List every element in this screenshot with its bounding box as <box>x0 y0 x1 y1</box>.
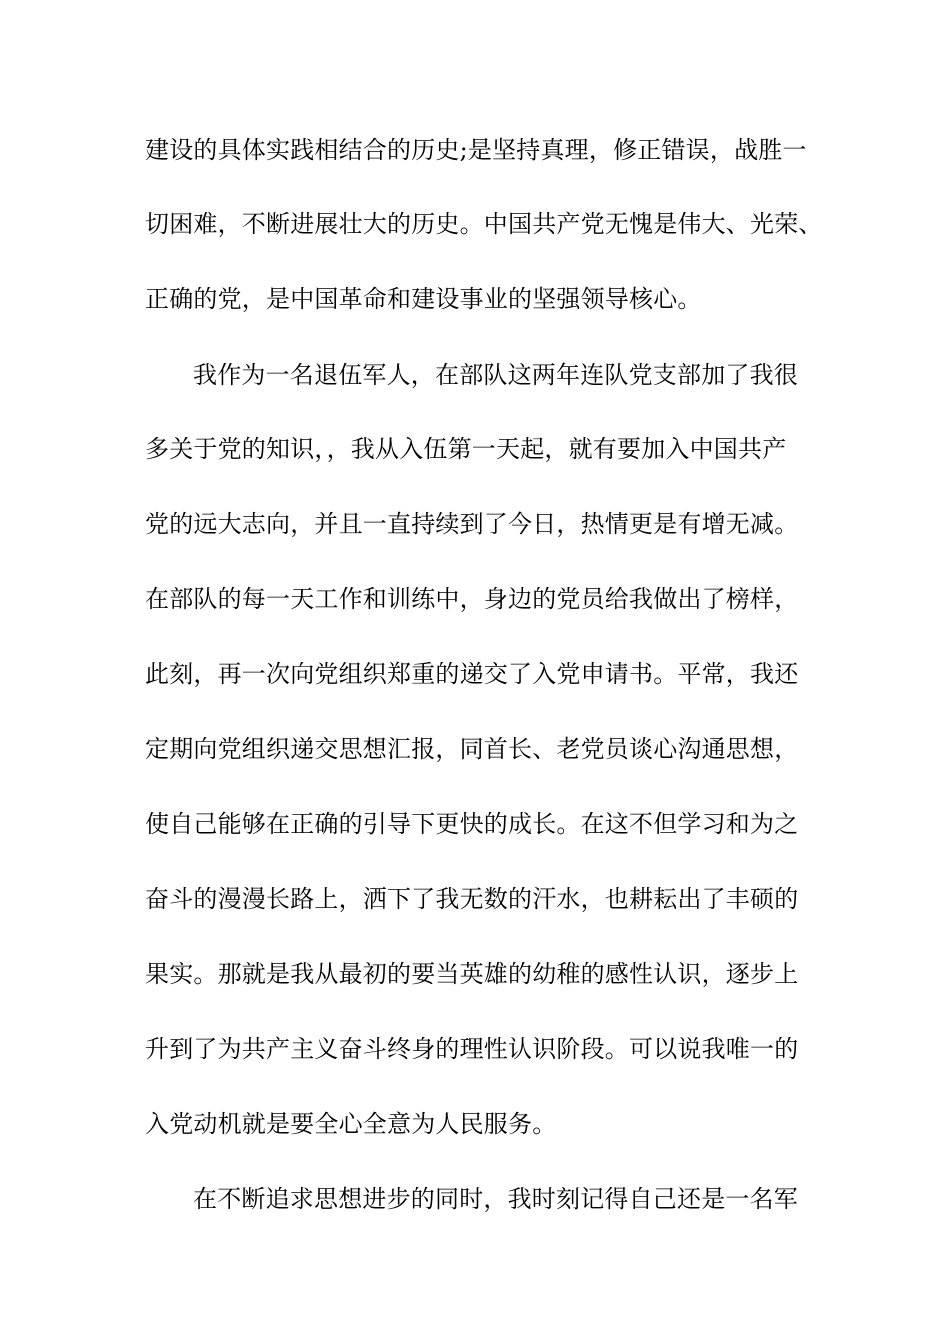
text-line: 切困难，不断进展壮大的历史。中国共产党无愧是伟大、光荣、 <box>145 210 823 238</box>
text-line: 升到了为共产主义奋斗终身的理性认识阶段。可以说我唯一的 <box>145 1035 799 1063</box>
text-line: 建设的具体实践相结合的历史;是坚持真理，修正错误，战胜一 <box>145 136 807 164</box>
text-line: 在部队的每一天工作和训练中，身边的党员给我做出了榜样， <box>145 585 799 613</box>
text-line: 定期向党组织递交思想汇报，同首长、老党员谈心沟通思想， <box>145 735 799 763</box>
text-line: 正确的党，是中国革命和建设事业的坚强领导核心。 <box>145 285 702 313</box>
text-line: 果实。那就是我从最初的要当英雄的幼稚的感性认识，逐步上 <box>145 960 799 988</box>
text-line: 此刻，再一次向党组织郑重的递交了入党申请书。平常，我还 <box>145 660 799 688</box>
text-line: 入党动机就是要全心全意为人民服务。 <box>145 1110 557 1138</box>
paragraph-start-line: 我作为一名退伍军人，在部队这两年连队党支部加了我很 <box>193 361 798 389</box>
text-line: 使自己能够在正确的引导下更快的成长。在这不但学习和为之 <box>145 810 799 838</box>
text-line: 奋斗的漫漫长路上，洒下了我无数的汗水，也耕耘出了丰硕的 <box>145 885 799 913</box>
text-line: 多关于党的知识，，我从入伍第一天起，就有要加入中国共产 <box>145 435 787 463</box>
paragraph-start-line: 在不断追求思想进步的同时，我时刻记得自己还是一名军 <box>193 1185 798 1213</box>
text-line: 党的远大志向，并且一直持续到了今日，热情更是有增无减。 <box>145 510 799 538</box>
